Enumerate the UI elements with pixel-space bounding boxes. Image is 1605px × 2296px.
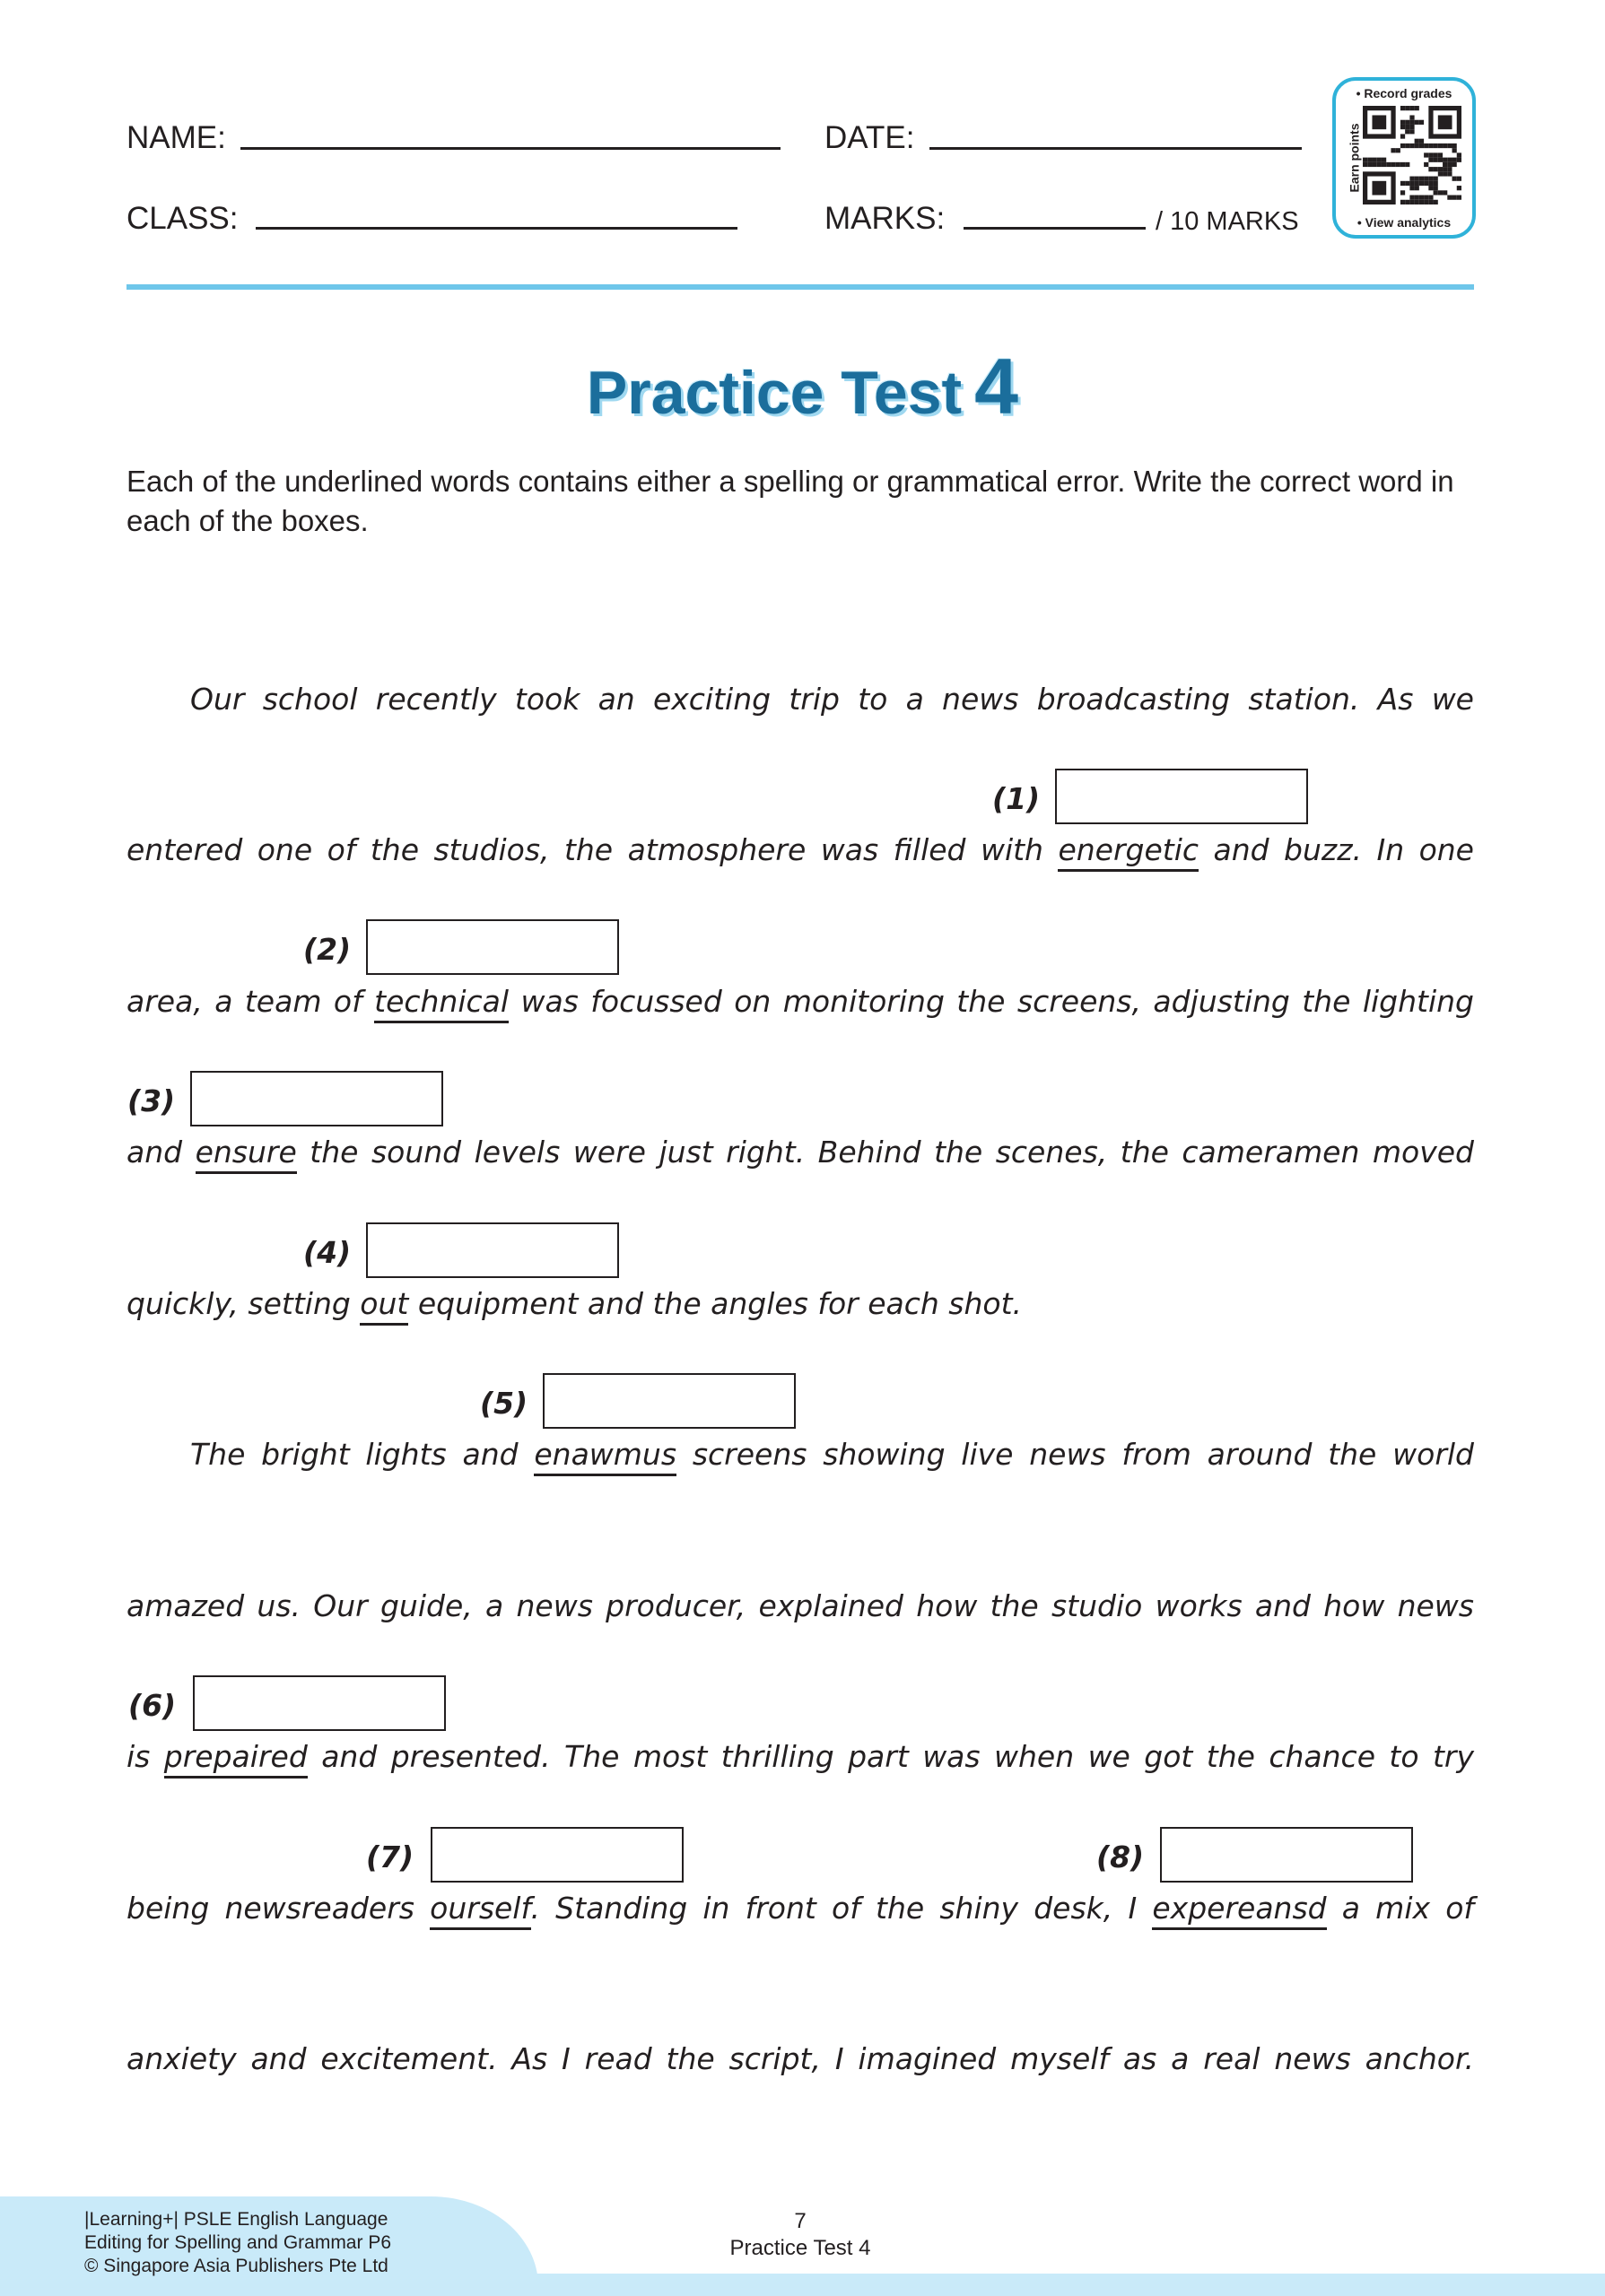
qr-module: [1424, 196, 1428, 200]
qr-view-analytics: • View analytics: [1356, 215, 1452, 230]
qr-module: [1382, 162, 1386, 167]
qr-module: [1428, 196, 1433, 200]
qr-module: [1447, 158, 1452, 162]
qr-module: [1409, 196, 1414, 200]
qr-module: [1438, 144, 1443, 148]
qr-module: [1438, 190, 1443, 195]
qr-module: [1457, 196, 1461, 200]
qr-module: [1415, 120, 1419, 125]
qr-module: [1428, 186, 1433, 190]
underlined-word-1: energetic: [1058, 832, 1199, 872]
qr-module: [1409, 125, 1414, 129]
page-number: 7: [794, 2209, 807, 2233]
qr-module: [1400, 200, 1405, 204]
qr-module: [1434, 181, 1438, 186]
passage-line: [126, 1284, 1022, 1324]
instructions: Each of the underlined words contains either a spelling or grammatical error. Write the correct word in each of the boxes.: [126, 465, 1454, 537]
footer-page-info: [711, 2208, 890, 2262]
passage-text: area, a team of: [126, 984, 375, 1019]
answer-box-7[interactable]: [431, 1827, 684, 1883]
underlined-word-3: ensure: [196, 1135, 297, 1174]
answer-box-8[interactable]: [1160, 1827, 1413, 1883]
passage-line: [126, 1889, 1474, 1928]
qr-module: [1424, 177, 1428, 181]
qr-module: [1434, 144, 1438, 148]
qr-module: [1409, 177, 1414, 181]
qr-module: [1405, 200, 1409, 204]
qr-module: [1415, 196, 1419, 200]
qr-module: [1452, 196, 1457, 200]
qr-module: [1400, 134, 1405, 138]
qr-module: [1415, 200, 1419, 204]
qr-module: [1415, 144, 1419, 148]
qr-module: [1443, 190, 1447, 195]
qr-module: [1428, 144, 1433, 148]
passage-text: . Standing in front of the shiny desk, I: [530, 1891, 1153, 1926]
qr-module: [1428, 177, 1433, 181]
question-label-2: (2): [303, 932, 352, 967]
underlined-word-6: prepaired: [164, 1739, 308, 1779]
qr-module: [1372, 162, 1376, 167]
page-title: [0, 341, 1605, 432]
passage-text: The bright lights and: [190, 1437, 535, 1472]
qr-module: [1438, 167, 1443, 171]
qr-module: [1424, 200, 1428, 204]
qr-module: [1405, 125, 1409, 129]
title-text: Practice Test: [586, 359, 963, 427]
qr-module: [1434, 190, 1438, 195]
underlined-word-8: expereansd: [1152, 1891, 1326, 1930]
passage-text: being newsreaders: [126, 1891, 431, 1926]
question-label-5: (5): [480, 1386, 528, 1421]
marks-field[interactable]: [964, 227, 1146, 230]
qr-module: [1428, 181, 1433, 186]
passage-text: the sound levels were just right. Behind the scenes, the cameramen moved: [296, 1135, 1474, 1170]
qr-module: [1443, 167, 1447, 171]
answer-box-5[interactable]: [543, 1373, 796, 1429]
title-number: 4: [974, 342, 1019, 430]
class-label: CLASS:: [126, 201, 239, 236]
qr-module: [1428, 158, 1433, 162]
passage-text: and presented. The most thrilling part was when we got the chance to try: [307, 1739, 1475, 1774]
qr-module: [1391, 162, 1395, 167]
qr-code-panel[interactable]: [1332, 77, 1476, 239]
qr-module: [1415, 106, 1419, 110]
qr-module: [1419, 181, 1424, 186]
underlined-word-5: enawmus: [534, 1437, 676, 1476]
passage-text: a mix of: [1326, 1891, 1475, 1926]
question-label-3: (3): [127, 1083, 176, 1118]
qr-module: [1409, 115, 1414, 119]
passage-text: is: [126, 1739, 164, 1774]
date-label: DATE:: [824, 120, 915, 155]
question-label-1: (1): [992, 781, 1041, 816]
passage-text: anxiety and excitement. As I read the script, I imagined myself as a real news anchor.: [126, 2041, 1474, 2076]
qr-module: [1443, 162, 1447, 167]
passage-text: equipment and the angles for each shot.: [408, 1286, 1023, 1321]
underlined-word-2: technical: [374, 984, 509, 1023]
qr-module: [1372, 158, 1376, 162]
qr-module: [1382, 158, 1386, 162]
qr-record-grades: • Record grades: [1356, 86, 1452, 100]
qr-module: [1438, 171, 1443, 176]
qr-module: [1415, 139, 1419, 144]
answer-box-6[interactable]: [193, 1675, 446, 1731]
qr-module: [1400, 106, 1405, 110]
passage-line: [190, 1435, 1474, 1474]
passage-text: and: [126, 1135, 196, 1170]
qr-module: [1457, 158, 1461, 162]
qr-module: [1409, 120, 1414, 125]
qr-module: [1452, 158, 1457, 162]
qr-module: [1405, 162, 1409, 167]
question-label-6: (6): [128, 1688, 177, 1723]
qr-module: [1415, 177, 1419, 181]
qr-module: [1452, 162, 1457, 167]
qr-module: [1434, 200, 1438, 204]
answer-box-4[interactable]: [366, 1222, 619, 1278]
qr-module: [1424, 162, 1428, 167]
qr-module: [1452, 148, 1457, 152]
qr-module: [1405, 106, 1409, 110]
name-label: NAME:: [126, 120, 226, 155]
qr-module: [1424, 181, 1428, 186]
marks-total: / 10 MARKS: [1156, 207, 1299, 236]
qr-module: [1434, 158, 1438, 162]
qr-module: [1428, 167, 1433, 171]
qr-module: [1434, 167, 1438, 171]
qr-module: [1405, 129, 1409, 134]
passage-text: was focussed on monitoring the screens, adjusting the lighting: [509, 984, 1474, 1019]
qr-module: [1438, 115, 1452, 129]
qr-module: [1447, 167, 1452, 171]
qr-module: [1447, 171, 1452, 176]
footer-book-title: Editing for Spelling and Grammar P6: [84, 2232, 391, 2253]
qr-module: [1409, 200, 1414, 204]
qr-module: [1447, 144, 1452, 148]
qr-module: [1396, 148, 1400, 152]
header-divider: [126, 284, 1474, 290]
passage-line: [126, 1737, 1474, 1777]
footer-section: Practice Test 4: [729, 2236, 871, 2260]
qr-module: [1363, 158, 1367, 162]
qr-module: [1400, 162, 1405, 167]
qr-module: [1415, 186, 1419, 190]
passage-line: [126, 2039, 1474, 2079]
passage-text: amazed us. Our guide, a news producer, explained how the studio works and how news: [126, 1588, 1474, 1623]
name-field[interactable]: [240, 147, 781, 150]
passage-line: [190, 680, 1474, 719]
answer-box-1[interactable]: [1055, 769, 1308, 824]
qr-module: [1434, 152, 1438, 157]
qr-module: [1443, 171, 1447, 176]
qr-module: [1428, 152, 1433, 157]
qr-module: [1405, 120, 1409, 125]
qr-module: [1452, 177, 1457, 181]
underlined-word-7: ourself: [430, 1891, 530, 1930]
answer-box-2[interactable]: [366, 919, 619, 975]
qr-module: [1363, 162, 1367, 167]
underlined-word-4: out: [360, 1286, 408, 1326]
qr-module: [1405, 144, 1409, 148]
qr-module: [1400, 181, 1405, 186]
qr-module: [1415, 181, 1419, 186]
passage-text: screens showing live news from around the world: [676, 1437, 1474, 1472]
qr-module: [1372, 115, 1386, 129]
qr-module: [1419, 196, 1424, 200]
qr-module: [1434, 186, 1438, 190]
qr-module: [1434, 177, 1438, 181]
qr-module: [1424, 144, 1428, 148]
qr-module: [1409, 144, 1414, 148]
qr-module: [1367, 158, 1372, 162]
passage-text: and buzz. In one: [1199, 832, 1474, 867]
qr-module: [1400, 144, 1405, 148]
qr-earn-points: Earn points: [1347, 123, 1362, 193]
passage-line: [126, 1587, 1474, 1626]
qr-module: [1419, 144, 1424, 148]
qr-module: [1443, 158, 1447, 162]
qr-module: [1419, 177, 1424, 181]
qr-module: [1400, 190, 1405, 195]
passage-text: entered one of the studios, the atmosphere was filled with: [126, 832, 1059, 867]
qr-module: [1452, 144, 1457, 148]
footer-copyright: © Singapore Asia Publishers Pte Ltd: [84, 2256, 388, 2276]
qr-module: [1405, 181, 1409, 186]
footer-series: |Learning+| PSLE English Language: [84, 2209, 388, 2230]
question-label-8: (8): [1096, 1839, 1145, 1874]
passage-line: [126, 1133, 1474, 1172]
qr-module: [1419, 120, 1424, 125]
qr-module: [1396, 162, 1400, 167]
qr-module: [1447, 196, 1452, 200]
qr-module: [1367, 162, 1372, 167]
qr-module: [1372, 181, 1386, 196]
marks-label: MARKS:: [824, 201, 946, 236]
qr-module: [1400, 125, 1405, 129]
qr-module: [1424, 152, 1428, 157]
passage-text: quickly, setting: [126, 1286, 361, 1321]
qr-module: [1377, 158, 1382, 162]
qr-code-icon: [1363, 106, 1461, 204]
passage-line: [126, 831, 1474, 870]
qr-module: [1457, 186, 1461, 190]
qr-module: [1409, 181, 1414, 186]
date-field[interactable]: [929, 147, 1302, 150]
qr-module: [1443, 144, 1447, 148]
class-field[interactable]: [256, 227, 737, 230]
qr-module: [1457, 177, 1461, 181]
qr-module: [1438, 158, 1443, 162]
passage-line: [126, 982, 1474, 1022]
question-label-4: (4): [303, 1235, 352, 1270]
qr-module: [1409, 129, 1414, 134]
qr-module: [1447, 162, 1452, 167]
qr-module: [1419, 139, 1424, 144]
passage-text: Our school recently took an exciting trip to a news broadcasting station. As we: [190, 682, 1474, 717]
qr-module: [1377, 162, 1382, 167]
qr-module: [1386, 162, 1391, 167]
footer-publisher: [84, 2208, 391, 2278]
qr-module: [1400, 120, 1405, 125]
qr-module: [1428, 200, 1433, 204]
qr-module: [1419, 200, 1424, 204]
qr-module: [1438, 152, 1443, 157]
qr-module: [1409, 186, 1414, 190]
qr-module: [1391, 148, 1395, 152]
qr-module: [1409, 106, 1414, 110]
question-label-7: (7): [366, 1839, 414, 1874]
answer-box-3[interactable]: [190, 1071, 443, 1126]
qr-module: [1457, 152, 1461, 157]
